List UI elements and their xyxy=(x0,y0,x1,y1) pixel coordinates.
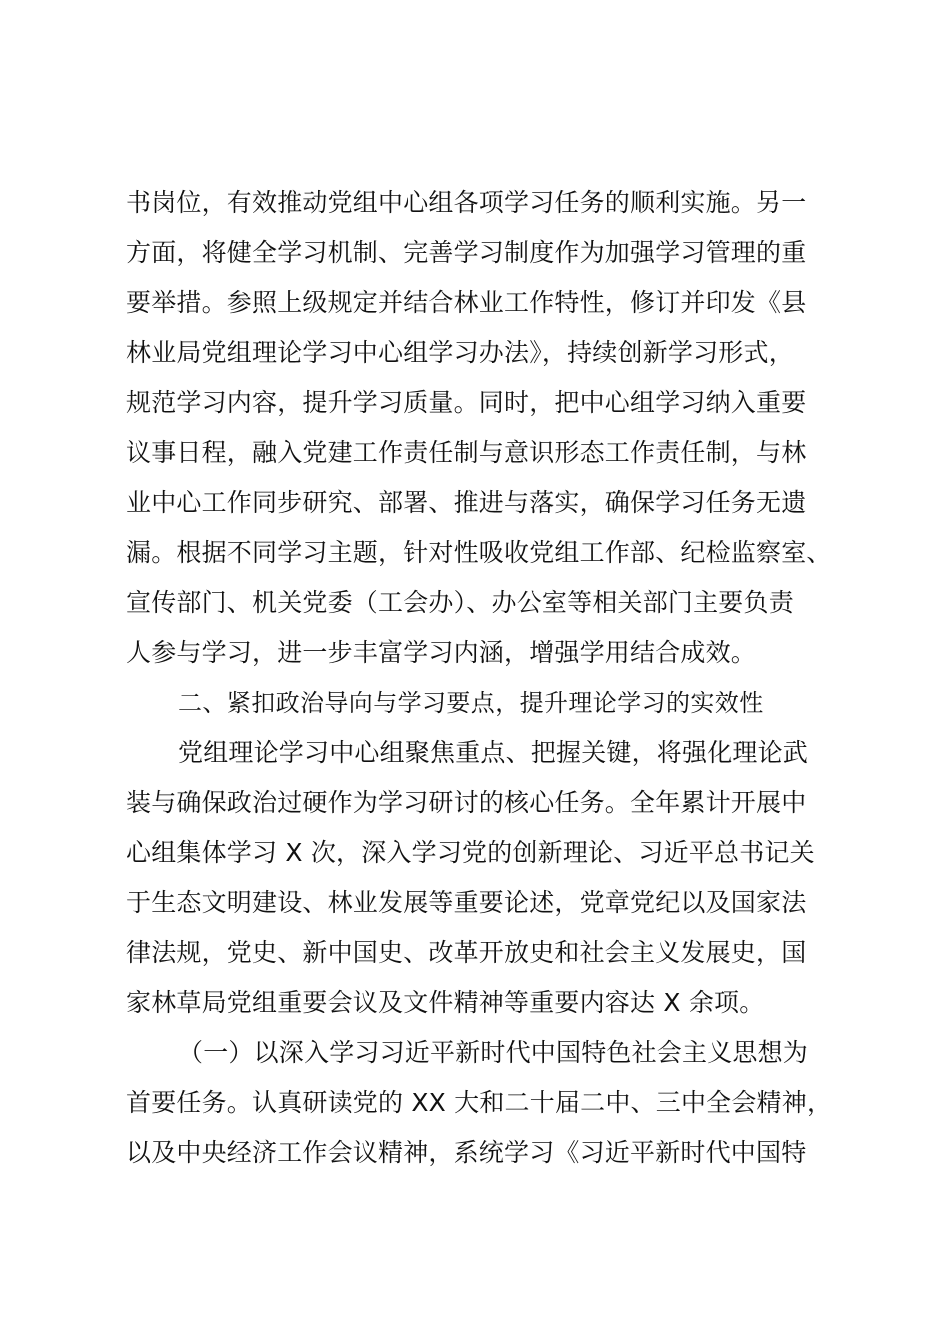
text-line: （一）以深入学习习近平新时代中国特色社会主义思想为 xyxy=(178,1038,809,1067)
text-line: 心组集体学习 X 次，深入学习党的创新理论、习近平总书记关 xyxy=(126,838,815,867)
text-line: 业中心工作同步研究、部署、推进与落实，确保学习任务无遗 xyxy=(126,488,807,517)
text-line: 宣传部门、机关党委（工会办）、办公室等相关部门主要负责 xyxy=(126,588,794,617)
text-line: 要举措。参照上级规定并结合林业工作特性，修订并印发《县 xyxy=(126,288,807,317)
text-line: 议事日程，融入党建工作责任制与意识形态工作责任制，与林 xyxy=(126,438,807,467)
text-line: 漏。根据不同学习主题，针对性吸收党组工作部、纪检监察室、 xyxy=(126,538,832,567)
text-line: 党组理论学习中心组聚焦重点、把握关键，将强化理论武 xyxy=(178,738,809,767)
text-line: 规范学习内容，提升学习质量。同时，把中心组学习纳入重要 xyxy=(126,388,807,417)
text-line: 家林草局党组重要会议及文件精神等重要内容达 X 余项。 xyxy=(126,988,765,1017)
text-line: 林业局党组理论学习中心组学习办法》，持续创新学习形式， xyxy=(126,338,794,367)
section-heading: 二、紧扣政治导向与学习要点，提升理论学习的实效性 xyxy=(178,689,764,717)
text-line: 人参与学习，进一步丰富学习内涵，增强学用结合成效。 xyxy=(126,638,757,667)
text-line: 以及中央经济工作会议精神，系统学习《习近平新时代中国特 xyxy=(126,1138,807,1167)
text-line: 律法规，党史、新中国史、改革开放史和社会主义发展史，国 xyxy=(126,938,807,967)
text-line: 书岗位，有效推动党组中心组各项学习任务的顺利实施。另一 xyxy=(126,188,807,217)
text-line: 装与确保政治过硬作为学习研讨的核心任务。全年累计开展中 xyxy=(126,788,807,817)
text-line: 首要任务。认真研读党的 XX 大和二十届二中、三中全会精神， xyxy=(126,1088,833,1117)
document-body xyxy=(126,178,846,1178)
text-line: 方面，将健全学习机制、完善学习制度作为加强学习管理的重 xyxy=(126,238,807,267)
text-line: 于生态文明建设、林业发展等重要论述，党章党纪以及国家法 xyxy=(126,888,807,917)
